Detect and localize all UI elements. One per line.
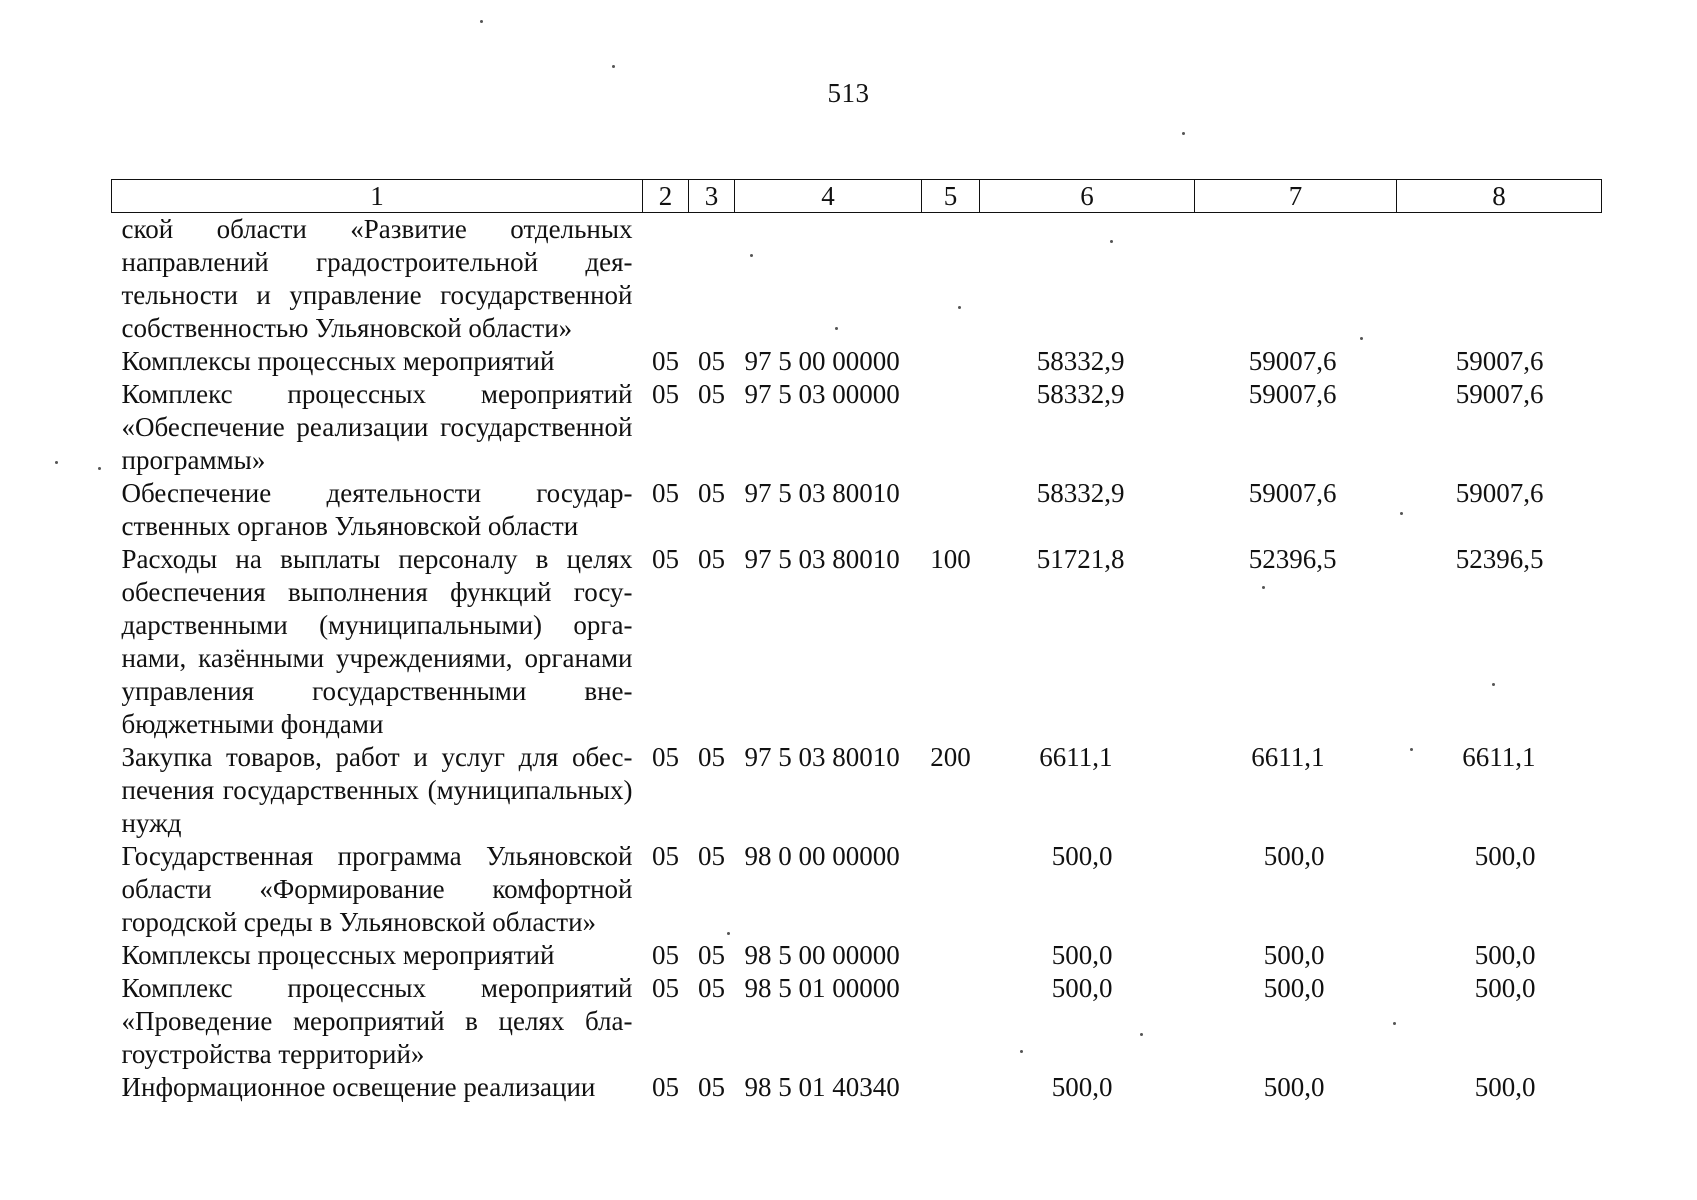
row-target-code: 97 5 03 80010 [744, 544, 900, 574]
header-col-1: 1 [112, 180, 643, 213]
row-expense-type: 200 [930, 742, 971, 772]
row-target-code: 98 5 01 40340 [744, 1072, 900, 1102]
header-col-8: 8 [1397, 180, 1602, 213]
row-amount-col6: 500,0 [1051, 973, 1113, 1003]
row-amount-col6: 6611,1 [1039, 742, 1113, 772]
row-target-code: 97 5 03 00000 [744, 379, 900, 409]
row-subsection: 05 [698, 940, 725, 970]
table-row [112, 345, 1602, 378]
row-subsection: 05 [698, 973, 725, 1003]
row-section [643, 213, 689, 346]
budget-table [111, 179, 1602, 1104]
row-target-code: 98 5 01 00000 [744, 973, 900, 1003]
row-amount-col8: 500,0 [1474, 940, 1536, 970]
table-row [112, 213, 1602, 346]
row-amount-col7 [1195, 213, 1397, 346]
header-row [112, 180, 1602, 213]
row-expense-type: 100 [930, 544, 971, 574]
row-target-code: 97 5 03 80010 [744, 742, 900, 772]
row-target-code [735, 213, 922, 346]
header-col-3: 3 [689, 180, 735, 213]
row-amount-col8: 500,0 [1474, 841, 1536, 871]
row-amount-col8: 500,0 [1474, 1072, 1536, 1102]
row-section: 05 [652, 742, 679, 772]
row-target-code: 97 5 00 00000 [744, 346, 900, 376]
row-description: Комплекс процессных мероприятий «Проведение мероприятий в целях благоустройства территорий» [121, 973, 633, 1069]
table-row [112, 972, 1602, 1071]
row-section: 05 [652, 379, 679, 409]
row-amount-col6: 500,0 [1051, 841, 1113, 871]
row-amount-col6: 500,0 [1051, 1072, 1113, 1102]
row-subsection: 05 [698, 346, 725, 376]
row-description: Государственная программа Ульяновской области «Формирование комфортной городской среды в Ульяновской области» [121, 841, 633, 937]
row-target-code: 98 5 00 00000 [744, 940, 900, 970]
row-expense-type [922, 378, 980, 477]
row-amount-col8: 500,0 [1474, 973, 1536, 1003]
row-target-code: 97 5 03 80010 [744, 478, 900, 508]
row-subsection: 05 [698, 478, 725, 508]
row-section: 05 [652, 940, 679, 970]
row-expense-type [922, 972, 980, 1071]
header-col-7: 7 [1195, 180, 1397, 213]
row-description: Закупка товаров, работ и услуг для обеспечения государственных (муниципальных) нужд [121, 742, 633, 838]
row-section: 05 [652, 346, 679, 376]
row-amount-col8: 59007,6 [1455, 346, 1544, 376]
page-number: 513 [827, 78, 870, 108]
row-section: 05 [652, 544, 679, 574]
scan-speck [480, 20, 483, 23]
table-body [112, 213, 1602, 1105]
row-expense-type [922, 477, 980, 543]
row-amount-col6: 58332,9 [1036, 346, 1125, 376]
row-subsection: 05 [698, 544, 725, 574]
scan-speck [55, 461, 58, 464]
row-amount-col6 [980, 213, 1195, 346]
row-amount-col6: 51721,8 [1036, 544, 1125, 574]
header-col-5: 5 [922, 180, 980, 213]
row-expense-type [922, 345, 980, 378]
row-expense-type [922, 840, 980, 939]
row-amount-col7: 500,0 [1263, 1072, 1325, 1102]
row-expense-type [922, 1071, 980, 1104]
row-amount-col8: 52396,5 [1455, 544, 1544, 574]
row-description: ской области «Развитие отдельных направлений градостроительной деятельности и управление государственной собственностью Ульяновской области» [121, 214, 633, 343]
row-amount-col6: 500,0 [1051, 940, 1113, 970]
row-expense-type [922, 939, 980, 972]
scan-speck [612, 65, 615, 68]
row-amount-col7: 52396,5 [1248, 544, 1337, 574]
table-row [112, 378, 1602, 477]
row-amount-col7: 59007,6 [1248, 379, 1337, 409]
row-amount-col7: 59007,6 [1248, 346, 1337, 376]
header-col-4: 4 [735, 180, 922, 213]
header-col-2: 2 [643, 180, 689, 213]
row-description: Комплексы процессных мероприятий [121, 346, 555, 376]
row-amount-col7: 500,0 [1263, 973, 1325, 1003]
row-section: 05 [652, 1072, 679, 1102]
row-amount-col8: 59007,6 [1455, 478, 1544, 508]
row-amount-col7: 59007,6 [1248, 478, 1337, 508]
row-amount-col8 [1397, 213, 1602, 346]
table-row [112, 477, 1602, 543]
row-amount-col7: 6611,1 [1251, 742, 1325, 772]
row-description: Комплекс процессных мероприятий «Обеспечение реализации государственной программы» [121, 379, 633, 475]
row-expense-type [922, 213, 980, 346]
row-subsection [689, 213, 735, 346]
row-subsection: 05 [698, 1072, 725, 1102]
row-section: 05 [652, 973, 679, 1003]
row-target-code: 98 0 00 00000 [744, 841, 900, 871]
table-row [112, 1071, 1602, 1104]
table-header [112, 180, 1602, 213]
row-amount-col6: 58332,9 [1036, 379, 1125, 409]
row-subsection: 05 [698, 742, 725, 772]
row-amount-col7: 500,0 [1263, 841, 1325, 871]
row-section: 05 [652, 841, 679, 871]
row-amount-col7: 500,0 [1263, 940, 1325, 970]
row-subsection: 05 [698, 841, 725, 871]
header-col-6: 6 [980, 180, 1195, 213]
row-subsection: 05 [698, 379, 725, 409]
scan-speck [98, 467, 101, 470]
row-amount-col6: 58332,9 [1036, 478, 1125, 508]
row-amount-col8: 59007,6 [1455, 379, 1544, 409]
row-description: Информационное освещение реализации [121, 1072, 596, 1102]
row-description: Обеспечение деятельности государственных органов Ульяновской области [121, 478, 633, 541]
table-row [112, 939, 1602, 972]
scan-speck [1182, 132, 1185, 135]
row-amount-col8: 6611,1 [1462, 742, 1536, 772]
row-section: 05 [652, 478, 679, 508]
table-row [112, 741, 1602, 840]
table-row [112, 543, 1602, 741]
row-description: Комплексы процессных мероприятий [121, 940, 555, 970]
row-description: Расходы на выплаты персоналу в целях обеспечения выполнения функций государственными (муниципальными) органами, казёнными учреждениями, органами управления государственными внебюджетными фондами [121, 544, 633, 739]
table-row [112, 840, 1602, 939]
